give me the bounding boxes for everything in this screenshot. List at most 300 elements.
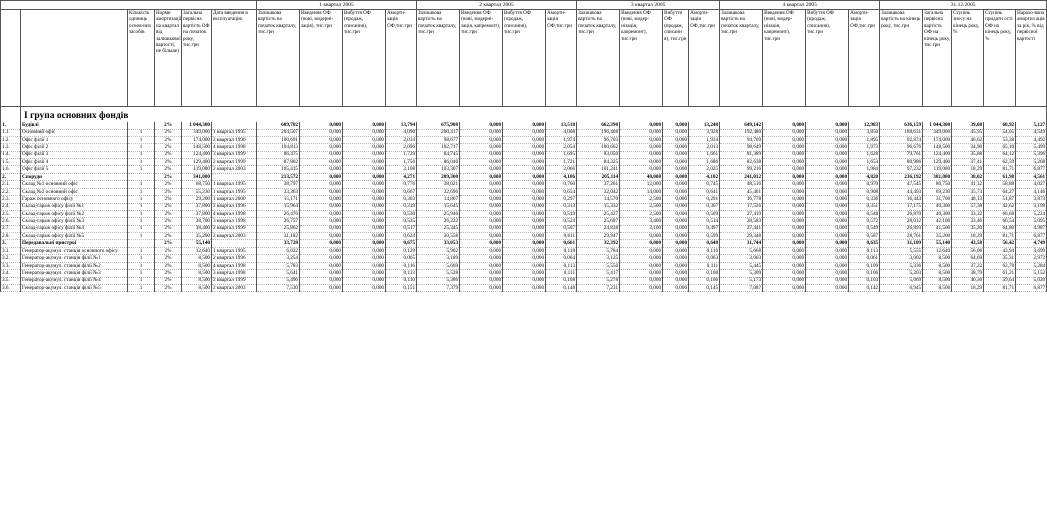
table-cell: 0,120 [386,247,417,254]
table-cell: 26,757 [257,218,300,225]
table-cell: 5,020 [1016,277,1047,284]
table-cell: 64,80 [984,225,1016,232]
table-cell: 649,142 [720,122,763,129]
table-row [1,181,1047,188]
table-cell: 0,624 [386,233,417,240]
table-cell: 0,000 [343,277,386,284]
table-cell: 7,379 [417,284,460,291]
table-cell: 26,893 [880,225,923,232]
table-cell: 0,109 [849,262,880,269]
table-cell: 0,000 [663,225,689,232]
table-cell: 0,000 [343,210,386,217]
table-cell: 80,986 [880,159,923,166]
header-cell: Вибуття ОФ (продаж, списанн я), тис.грн [663,10,689,107]
table-cell: 2 квартал 1996 [212,203,257,210]
table-cell: 1 [128,255,155,262]
table-cell: 0,524 [546,218,577,225]
table-cell: 148,500 [182,144,212,151]
table-cell: 0,307 [689,203,720,210]
header-cell [21,10,128,107]
section-row [1,122,1047,129]
table-cell [212,173,257,181]
table-cell: 66,68 [984,210,1016,217]
table-cell: 196,408 [577,129,620,136]
table-cell: 0,000 [343,159,386,166]
table-cell: 0,000 [460,218,503,225]
table-cell: 0,000 [763,270,806,277]
table-cell: 43,94 [984,247,1016,254]
table-cell: 0,000 [763,284,806,291]
table-cell: 100,691 [257,136,300,143]
table-cell: 0,000 [503,210,546,217]
table-cell: 0,000 [460,129,503,136]
table-cell: 3,254 [257,255,300,262]
table-cell: 2,500 [620,196,663,203]
table-cell: 35,31 [984,255,1016,262]
table-row [1,247,1047,254]
table-cell: 0,000 [300,196,343,203]
table-cell: 26,476 [257,210,300,217]
table-cell: 0,336 [849,196,880,203]
header-cell: Нарахо-вана амортиз ація за рік, % від первісної вартості [1016,10,1047,107]
table-cell: 0,000 [806,210,849,217]
table-cell: 0,745 [689,181,720,188]
table-cell: 2,096 [386,144,417,151]
table-cell: 0,000 [343,129,386,136]
table-cell: 2% [155,240,182,248]
table-cell: 0,000 [806,196,849,203]
table-cell: 4,008 [546,129,577,136]
table-cell: 81,389 [720,151,763,158]
table-cell: 0,000 [663,247,689,254]
table-cell: 0,000 [460,233,503,240]
table-cell: 0,000 [460,173,503,181]
table-cell: 105,415 [257,166,300,173]
table-cell: 37,41 [952,159,984,166]
table-cell: 0,000 [460,196,503,203]
header-cell: Залишкова вартість на кінець року, тис.грн [880,10,923,107]
table-cell: Передавальні пристрої [21,240,128,248]
table-cell: 3,928 [689,129,720,136]
table-cell: 1 [128,203,155,210]
table-cell: 25,345 [417,225,460,232]
table-cell: 241,012 [720,173,763,181]
table-cell: 24,838 [577,225,620,232]
table-cell: Офіс філії 3 [21,151,128,158]
table-cell: 13,518 [546,122,577,129]
table-cell: 42,62 [984,203,1016,210]
table-cell: 0,000 [763,166,806,173]
table-cell: 0,000 [663,284,689,291]
table-cell: 0,000 [300,270,343,277]
table-cell: 0,000 [460,225,503,232]
table-cell: 0,000 [620,166,663,173]
table-cell: 64,27 [984,188,1016,195]
table-cell: 0,517 [386,225,417,232]
table-cell: 0,000 [300,210,343,217]
table-cell: 0,000 [763,218,806,225]
table-cell: 0,000 [663,166,689,173]
table-cell: 4,271 [386,173,417,181]
table-cell: Склад-гараж офісу філії №1 [21,203,128,210]
table-cell: 32,042 [577,188,620,195]
table-cell: 38,79 [952,270,984,277]
table-cell: 4 квартал 1998 [212,210,257,217]
table-cell: 0,000 [460,151,503,158]
table-cell: 2 квартал 1999 [212,277,257,284]
table-cell: 33,32 [952,210,984,217]
header-cell: Вибуття ОФ (продаж, списання), тис.грн [503,10,546,107]
table-cell: 0,000 [300,136,343,143]
table-cell: 0,113 [849,247,880,254]
table-cell: 35,200 [182,233,212,240]
table-cell: 0,000 [503,255,546,262]
table-cell: 0,000 [806,262,849,269]
table-cell [212,122,257,129]
table-cell: 0,000 [460,122,503,129]
table-cell [128,173,155,181]
table-cell: 0,151 [386,284,417,291]
table-cell: 53,38 [984,136,1016,143]
table-cell: 0,000 [300,144,343,151]
table-cell: 0,000 [663,240,689,248]
table-cell: 64,12 [984,151,1016,158]
table-cell: 0,000 [460,284,503,291]
table-cell: 34,90 [952,144,984,151]
table-cell: 0,000 [300,166,343,173]
column-header-row [1,10,1047,107]
table-cell: 0,000 [620,270,663,277]
table-cell: 3,002 [880,255,923,262]
table-cell: 5,127 [1016,122,1047,129]
table-cell: 5,445 [720,262,763,269]
table-cell: 8,500 [182,255,212,262]
table-cell: 0,000 [300,203,343,210]
table-cell: 0,000 [300,262,343,269]
table-cell: 3,873 [1016,196,1047,203]
table-cell: 5,396 [1016,151,1047,158]
table-cell: 29,947 [577,233,620,240]
table-cell: 39,08 [952,122,984,129]
table-cell: 1 [128,129,155,136]
table-cell: 636,159 [880,122,923,129]
table-cell: 1,756 [386,159,417,166]
table-cell: 38,021 [417,181,460,188]
table-cell: 0,000 [663,262,689,269]
table-cell: 0,000 [620,129,663,136]
table-cell: 4,549 [1016,129,1047,136]
table-row [1,203,1047,210]
table-cell: 0,000 [620,144,663,151]
table-cell: 0,549 [849,225,880,232]
table-cell: 42,100 [923,218,952,225]
table-cell: 0,000 [763,255,806,262]
table-cell: 48,13 [952,196,984,203]
header-cell: Введення ОФ (нові, модер-нізація, капремонт), тис.грн [763,10,806,107]
table-cell: 57,38 [952,203,984,210]
table-cell: 4 квартал 1998 [212,262,257,269]
table-cell: 0,000 [806,255,849,262]
table-cell: 59,64 [984,277,1016,284]
table-cell: 0,000 [806,173,849,181]
table-cell: 0,000 [300,173,343,181]
table-cell: 0,000 [620,240,663,248]
table-cell: 3.1. [1,247,21,254]
table-cell: 40,300 [923,203,952,210]
table-cell: 1.6. [1,166,21,173]
table-cell: 0,000 [763,151,806,158]
table-cell: 6,945 [880,284,923,291]
table-cell: 0,000 [806,284,849,291]
table-cell: 26,870 [880,210,923,217]
table-cell: 0,000 [300,240,343,248]
table-cell: 1,973 [849,144,880,151]
table-cell: 94,769 [720,136,763,143]
table-cell: 0,103 [849,277,880,284]
table-cell: 0,000 [503,196,546,203]
table-cell: 0,145 [689,284,720,291]
table-cell: 0,000 [503,203,546,210]
table-cell: 0,000 [620,136,663,143]
table-cell: 0,000 [663,144,689,151]
table-cell: 37,800 [182,203,212,210]
header-cell: Вибуття ОФ (продаж, списання), тис.грн [806,10,849,107]
table-cell: 8,500 [182,277,212,284]
table-cell: 3,100 [620,225,663,232]
table-cell: 35,73 [952,188,984,195]
table-cell: 15,171 [257,196,300,203]
table-cell: 27,419 [720,210,763,217]
table-cell: 14,570 [577,196,620,203]
table-cell: Основний офіс [21,129,128,136]
table-cell: 0,654 [546,188,577,195]
table-cell: 0,000 [343,255,386,262]
table-cell: 0,000 [806,181,849,188]
table-cell: 1.5. [1,159,21,166]
table-cell: 2.6. [1,218,21,225]
table-cell: 0,000 [343,225,386,232]
table-cell: 5,668 [720,247,763,254]
quarter-3-label: 3 квартал 2005 [577,1,720,10]
table-cell: 0,110 [386,277,417,284]
section-row [1,240,1047,248]
table-cell: 6,022 [257,247,300,254]
header-cell: Аморти-зація ОФ,тис.грн [689,10,720,107]
table-cell: 0,000 [343,144,386,151]
table-cell: 40,300 [923,210,952,217]
table-cell: 0,000 [460,159,503,166]
table-cell: 0,108 [689,270,720,277]
table-cell: 0,000 [806,166,849,173]
table-row [1,129,1047,136]
table-cell: 0,000 [503,151,546,158]
table-cell: Генератор-акумул. станція філії №3 [21,270,128,277]
table-cell: Склад №2 основний офіс [21,188,128,195]
table-cell: 40,000 [620,173,663,181]
table-cell: 0,000 [663,203,689,210]
table-cell: 0,000 [503,173,546,181]
table-cell: 0,000 [343,196,386,203]
table-cell: 0,113 [546,262,577,269]
table-cell: 104,813 [257,144,300,151]
table-cell: 0,000 [300,188,343,195]
table-cell: 0,572 [849,218,880,225]
table-cell: 80,750 [923,181,952,188]
table-cell: 0,000 [503,166,546,173]
table-cell: 0,000 [806,129,849,136]
table-cell: 2% [155,122,182,129]
table-cell: 0,000 [343,166,386,173]
table-cell: 0,000 [460,136,503,143]
table-cell: 0,000 [806,247,849,254]
table-cell: 0,970 [849,181,880,188]
table-cell: 4,492 [1016,136,1047,143]
table-cell: 0,000 [806,240,849,248]
table-cell: 18,29 [952,166,984,173]
table-cell: 662,390 [577,122,620,129]
table-cell: 12,000 [620,181,663,188]
table-cell: 1 [128,284,155,291]
table-cell: 1 [128,151,155,158]
table-cell: 0,000 [460,210,503,217]
table-cell: 0,111 [689,262,720,269]
table-cell: 83,050 [577,151,620,158]
table-cell: 28,012 [880,218,923,225]
table-cell: 0,313 [546,203,577,210]
table-cell: 97,232 [880,166,923,173]
table-cell: 2.1. [1,181,21,188]
table-cell: 0,000 [460,144,503,151]
table-cell: 236,192 [880,173,923,181]
table-cell: 18,29 [952,284,984,291]
table-cell: 0,000 [663,277,689,284]
section-row [1,173,1047,181]
table-cell: 0,514 [689,218,720,225]
table-cell: 1 [128,159,155,166]
table-cell: 4,027 [1016,181,1047,188]
table-cell: 55,140 [923,240,952,248]
table-cell: 7,231 [577,284,620,291]
table-cell: 4,146 [1016,188,1047,195]
table-cell: 192,480 [720,129,763,136]
table-cell: 28,583 [720,218,763,225]
table-cell: 2% [155,284,182,291]
table-cell: Офіс філії 5 [21,166,128,173]
table-cell: 0,000 [300,129,343,136]
table-row [1,210,1047,217]
table-cell: 1 [128,233,155,240]
table-cell: 82,638 [720,159,763,166]
table-cell: 35,88 [952,151,984,158]
table-cell: 7,530 [257,284,300,291]
table-cell: 25,862 [257,225,300,232]
table-cell: 0,000 [460,277,503,284]
table-cell: 0,000 [503,262,546,269]
table-cell: 0,000 [763,136,806,143]
table-cell: 99,216 [720,166,763,173]
table-cell: 1 [128,136,155,143]
table-cell: 1 [128,144,155,151]
table-cell: Споруди [21,173,128,181]
table-cell: 5,095 [1016,218,1047,225]
table-cell: 0,000 [763,188,806,195]
table-cell: 2% [155,173,182,181]
table-cell: 55,230 [182,188,212,195]
table-cell: 31,744 [720,240,763,248]
table-cell: 2.8. [1,233,21,240]
table-cell: 2% [155,233,182,240]
table-cell: 174,000 [182,136,212,143]
table-cell: 2,013 [689,144,720,151]
table-cell: 1,984 [849,166,880,173]
table-cell: 5,224 [1016,210,1047,217]
table-cell: 1.3. [1,144,21,151]
table-cell: 2,014 [386,136,417,143]
table-cell: 25,427 [577,210,620,217]
table-cell: 56,06 [952,247,984,254]
table-cell: 2. [1,173,21,181]
table-cell: 0,116 [386,262,417,269]
quarter-header-row [1,1,1047,10]
table-cell: 37,800 [182,210,212,217]
table-cell: 103,307 [417,166,460,173]
table-cell: 0,599 [689,233,720,240]
table-cell: 79,761 [880,151,923,158]
table-cell: 14,000 [620,188,663,195]
table-cell: 27,441 [720,225,763,232]
table-cell: 0,000 [503,240,546,248]
table-cell: 0,548 [849,210,880,217]
table-cell: 0,000 [343,284,386,291]
group-heading: I група основних фондів [21,107,1047,123]
table-cell: 2,054 [546,144,577,151]
table-cell: 3.3. [1,262,21,269]
table-row [1,166,1047,173]
table-cell: 1.2. [1,136,21,143]
table-cell: 12,640 [182,247,212,254]
table-cell: 0,000 [300,181,343,188]
table-cell: 0,000 [460,262,503,269]
table-cell: 3,400 [620,218,663,225]
table-cell: 381,080 [923,173,952,181]
header-cell: Введення ОФ (нові, модер-нізація, капремонт), тис.грн [620,10,663,107]
table-cell: 0,635 [849,240,880,248]
table-cell: 1 квартал 2000 [212,196,257,203]
table-cell: 25,697 [577,218,620,225]
table-cell: 15,332 [577,203,620,210]
table-cell: 0,000 [503,181,546,188]
table-cell: 0,000 [663,173,689,181]
table-cell: 1,628 [849,151,880,158]
table-cell: 3.6. [1,284,21,291]
header-cell: Введення ОФ (нові, модерні-зація, капремонт), тис.грн [460,10,503,107]
table-cell: 174,000 [923,136,952,143]
table-cell: Генератор-акумул. станція філії №4 [21,277,128,284]
table-cell: 51,87 [984,196,1016,203]
table-cell: 349,000 [182,129,212,136]
table-cell: 0,000 [620,233,663,240]
table-row [1,144,1047,151]
table-cell: 0,000 [460,255,503,262]
table-cell: 0,000 [503,277,546,284]
table-cell: 3,699 [1016,247,1047,254]
table-cell: 0,000 [343,247,386,254]
table-cell: 84,745 [417,151,460,158]
table-cell: 0,118 [546,247,577,254]
table-cell: 17,526 [720,203,763,210]
table-cell: 0,000 [343,240,386,248]
table-cell: 8,500 [182,270,212,277]
